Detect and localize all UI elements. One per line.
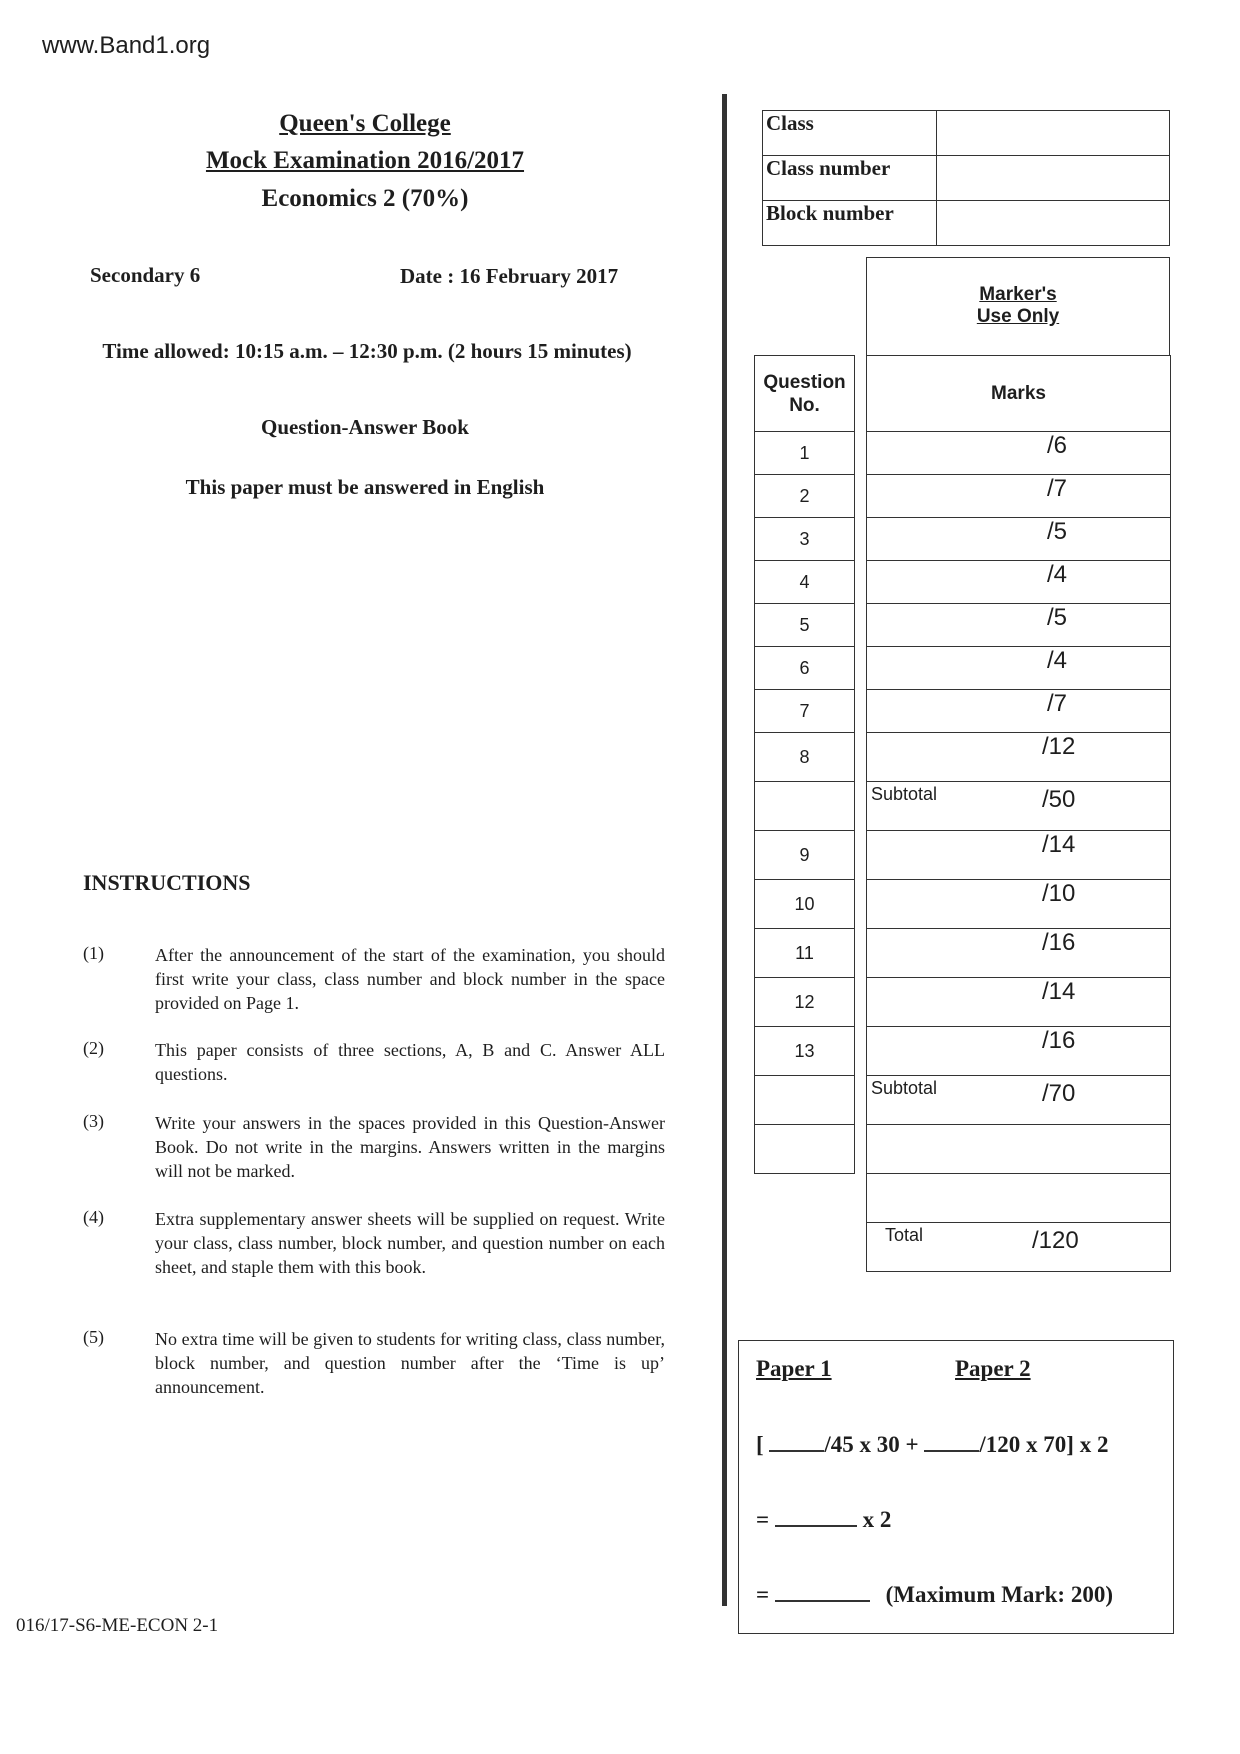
question-number: 8 [755,733,855,782]
marks-header: Marks [867,356,1171,432]
info-label: Block number [763,201,937,246]
instruction-text: Extra supplementary answer sheets will be supplied on request. Write your class, class number, block number, and question number on each sheet, and staple them with this book. [155,1209,665,1277]
paper1-score-blank[interactable] [769,1450,824,1452]
question-number: 13 [755,1027,855,1076]
marker-heading-box [866,257,1170,356]
marks-cell[interactable] [867,604,1171,647]
marks-cell[interactable] [867,1125,1171,1174]
max-marks: /4 [1047,647,1068,674]
marks-cell[interactable] [867,475,1171,518]
marks-cell[interactable] [867,880,1171,929]
total-marks-cell[interactable] [867,1223,1171,1272]
marks-cell[interactable] [867,1076,1171,1125]
subtotal-blank[interactable] [775,1525,857,1527]
marks-cell[interactable] [867,518,1171,561]
max-marks: /4 [1047,561,1068,588]
instructions-heading: INSTRUCTIONS [83,870,251,895]
class-field[interactable] [937,111,1170,156]
max-marks: /50 [1042,786,1076,813]
marks-cell[interactable] [867,831,1171,880]
exam-title: Mock Examination 2016/2017 [205,147,525,174]
question-number: 6 [755,647,855,690]
max-marks: /6 [1047,432,1068,459]
marks-cell[interactable] [867,561,1171,604]
question-number: 10 [755,880,855,929]
marks-cell[interactable] [867,733,1171,782]
max-marks: /14 [1042,978,1076,1005]
paper1-label: Paper 1 [756,1356,832,1381]
question-number-table [754,355,855,1174]
info-label: Class number [763,156,937,201]
question-number: 11 [755,929,855,978]
final-mark-blank[interactable] [775,1600,870,1602]
question-number [755,1125,855,1174]
subject-title: Economics 2 (70%) [261,185,469,212]
total-max-marks: /120 [1032,1227,1079,1254]
marks-cell[interactable] [867,1027,1171,1076]
paper2-label: Paper 2 [955,1356,1031,1381]
block-number-field[interactable] [937,201,1170,246]
formula-equals: = [756,1582,770,1607]
question-number: 4 [755,561,855,604]
max-marks: /16 [1042,929,1076,956]
max-marks: /12 [1042,733,1076,760]
marker-heading-line1: Marker's [979,284,1057,305]
question-header [755,356,855,432]
language-note: This paper must be answered in English [185,475,545,499]
instruction-number: (4) [83,1207,104,1227]
paper2-score-blank[interactable] [924,1450,979,1452]
marks-cell[interactable] [867,929,1171,978]
max-marks: /16 [1042,1027,1076,1054]
formula-part-b: /120 x 70] x 2 [979,1432,1109,1457]
instruction-text: This paper consists of three sections, A, B and C. Answer ALL questions. [155,1040,665,1084]
max-marks: /5 [1047,604,1068,631]
marker-heading-line2: Use Only [976,306,1060,327]
max-marks: /14 [1042,831,1076,858]
question-number: 1 [755,432,855,475]
marks-cell[interactable] [867,1174,1171,1223]
marks-row-label: Subtotal [871,1078,938,1098]
max-marks: /10 [1042,880,1076,907]
exam-date: Date : 16 February 2017 [400,264,619,288]
info-row [763,111,1170,156]
page-separator [722,94,727,1606]
formula-line-3 [756,1582,1113,1608]
marks-row-label: Subtotal [871,784,938,804]
question-header-line1: Question [763,371,846,393]
marks-cell[interactable] [867,690,1171,733]
student-info-table [762,110,1170,246]
level: Secondary 6 [90,263,201,287]
marks-cell[interactable] [867,782,1171,831]
marks-cell[interactable] [867,647,1171,690]
question-number [755,1076,855,1125]
instruction-number: (2) [83,1038,104,1058]
max-marks: /5 [1047,518,1068,545]
question-number: 2 [755,475,855,518]
question-number: 5 [755,604,855,647]
school-name: Queen's College [279,110,451,137]
formula-part-a: /45 x 30 + [824,1432,919,1457]
instruction-number: (3) [83,1111,104,1131]
formula-open-bracket: [ [756,1432,764,1457]
info-row [763,201,1170,246]
max-marks: /7 [1047,690,1068,717]
watermark: www.Band1.org [42,32,211,59]
question-number: 7 [755,690,855,733]
question-number: 3 [755,518,855,561]
question-number: 12 [755,978,855,1027]
instruction-text: No extra time will be given to students for writing class, class number, block number, and question number after the ‘Time is up’ announcement. [155,1329,665,1397]
formula-times-two: x 2 [862,1507,892,1532]
book-type: Question-Answer Book [261,415,469,439]
marks-cell[interactable] [867,978,1171,1027]
total-label: Total [885,1225,924,1245]
info-label: Class [763,111,937,156]
question-number [755,782,855,831]
question-header-line2: No. [789,394,820,416]
instruction-number: (1) [83,943,104,963]
paper-calculation-box [738,1340,1174,1634]
maximum-mark-note: (Maximum Mark: 200) [885,1582,1114,1607]
max-marks: /70 [1042,1080,1076,1107]
marks-cell[interactable] [867,432,1171,475]
time-allowed: Time allowed: 10:15 a.m. – 12:30 p.m. (2 hours 15 minutes) [102,339,632,363]
instruction-text: After the announcement of the start of the examination, you should first write your class, class number and block number in the space provided on Page 1. [155,945,665,1013]
formula-line-1 [756,1432,1108,1458]
formula-line-2 [756,1507,891,1533]
class-number-field[interactable] [937,156,1170,201]
marks-table [866,355,1171,1272]
info-row [763,156,1170,201]
instruction-text: Write your answers in the spaces provided in this Question-Answer Book. Do not write in the margins. Answers written in the margins will not be marked. [155,1113,665,1181]
max-marks: /7 [1047,475,1068,502]
footer-code: 016/17-S6-ME-ECON 2-1 [16,1615,219,1636]
instruction-number: (5) [83,1327,104,1347]
formula-equals: = [756,1507,770,1532]
question-number: 9 [755,831,855,880]
